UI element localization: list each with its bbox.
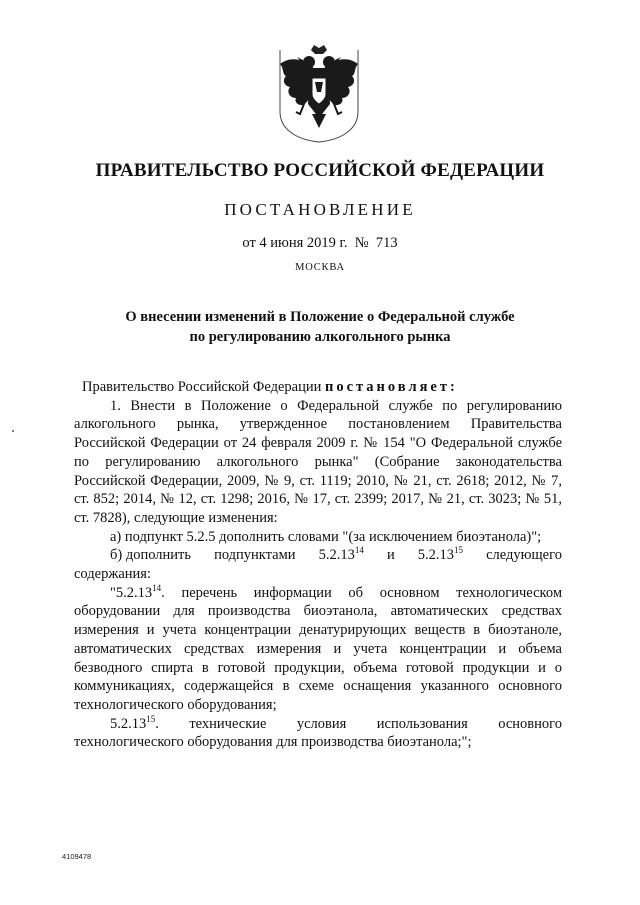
item-b xyxy=(74,546,562,565)
document-type: ПОСТАНОВЛЕНИЕ xyxy=(224,200,416,219)
government-title: ПРАВИТЕЛЬСТВО РОССИЙСКОЙ ФЕДЕРАЦИИ xyxy=(95,160,545,181)
item-b-number-1: 5.2.13$^{14}$ xyxy=(318,545,364,564)
decree-verb: постановляет: xyxy=(324,379,458,395)
subpoint-5-2-13-14: "5.2.13$^{14}$. перечень информации об основном технологическом оборудовании для производства биоэтанола, автоматических средствах измерения и учета концентрации денатурирующих веществ в биоэтаноле, автоматических средствах измерения и учета концентрации и объема безводного спирта в готовой продукции, объема готовой продукции и о коммуникациях, содержащейся в схеме оснащения указанного основного технологического оборудования; xyxy=(74,582,562,713)
document-body xyxy=(74,378,562,752)
document-city: МОСКВА xyxy=(295,262,345,273)
document-subject xyxy=(80,307,560,347)
russian-coat-of-arms-icon xyxy=(276,44,362,144)
document-date-number: от 4 июня 2019 г. № 713 xyxy=(242,235,398,251)
subject-line-1: О внесении изменений в Положение о Федеральной службе xyxy=(125,309,515,325)
margin-mark xyxy=(12,430,14,432)
item-a: а) подпункт 5.2.5 дополнить словами "(за исключением биоэтанола)"; xyxy=(110,528,542,545)
document-code: 4109478 xyxy=(62,852,92,861)
item-b-word-2: подпунктами xyxy=(214,547,296,564)
item-b-word-1: б) дополнить xyxy=(110,547,191,564)
item-b-end: содержания: xyxy=(74,566,152,583)
subject-line-2: по регулированию алкогольного рынка xyxy=(189,329,451,345)
item-b-number-2: 5.2.13$^{15}$ xyxy=(417,545,464,564)
subpoint-5-2-13-15: 5.2.13$^{15}$. технические условия использования основного технологического оборудования для производства биоэтанола;"; xyxy=(74,713,562,751)
item-1: 1. Внести в Положение о Федеральной службе по регулированию алкогольного рынка, утвержденное постановлением Правительства Российской Федерации от 24 февраля 2009 г. № 154 "О Федеральной службе по регулированию алкогольного рынка" (Собрание законодательства Российской Федерации, 2009, № 9, ст. 1119; 2010, № 21, ст. 2618; 2012, № 7, ст. 852; 2014, № 12, ст. 1298; 2016, № 17, ст. 2399; 2017, № 21, ст. 3023; № 51, ст. 7828), следующие изменения: xyxy=(74,397,562,526)
item-b-word-3: и xyxy=(386,547,395,564)
decree-lead xyxy=(74,378,562,397)
item-b-word-4: следующего xyxy=(486,547,562,564)
decree-lead-text: Правительство Российской Федерации xyxy=(82,379,325,395)
